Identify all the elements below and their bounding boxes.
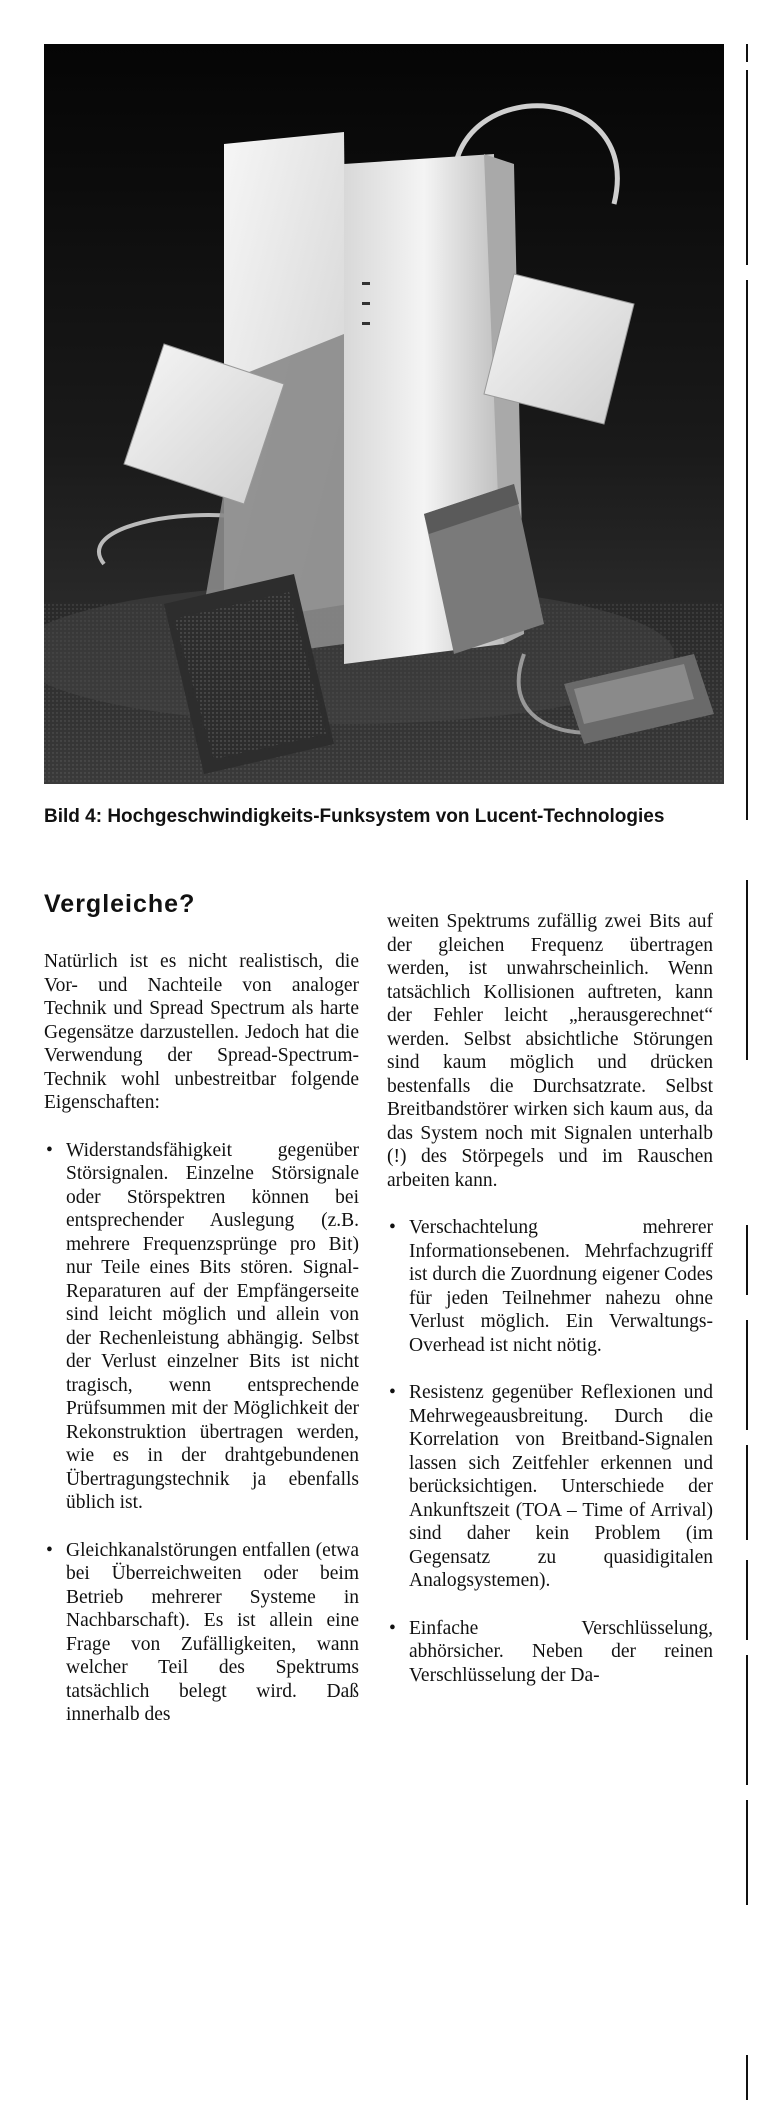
list-item-text: Gleichkanalstörungen entfallen (etwa bei Überreichweiten oder beim Betrieb mehrerer Systeme in Nachbarschaft). Es ist allein eine Frage von Zufälligkeiten, wann welcher Teil des Spektrums tatsächlich belegt wird. Daß innerhalb des <box>66 1539 359 1725</box>
list-item <box>387 1381 713 1593</box>
list-item <box>387 1617 713 1688</box>
margin-bar <box>746 280 748 820</box>
margin-bar <box>746 1225 748 1295</box>
bullet-glyph: • <box>389 1617 396 1639</box>
list-item-text: Widerstandsfähigkeit gegenüber Störsignalen. Einzelne Störsignale oder Störspektren können bei entsprechender Auslegung (z.B. mehrere Frequenzsprünge pro Bit) nur Teile eines Bits stören. Signal-Reparaturen auf der Empfängerseite sind leicht möglich und allein von der Rechenleistung abhängig. Selbst der Verlust einzelner Bits ist nicht tragisch, wenn entsprechende Prüfsummen mit der Möglichkeit der Rekonstruktion übertragen werden, wie es in der drahtgebundenen Übertragungstechnik ja ebenfalls üblich ist. <box>66 1139 359 1513</box>
text-column-right <box>387 910 713 1687</box>
section-heading: Vergleiche? <box>44 890 196 918</box>
margin-bar <box>746 1320 748 1430</box>
bullet-list-right <box>387 1216 713 1687</box>
list-item <box>44 1139 359 1515</box>
margin-bar <box>746 1560 748 1640</box>
bullet-glyph: • <box>389 1217 396 1238</box>
list-item-text: Einfache Verschlüsselung, abhörsicher. Neben der reinen Verschlüsselung der Da- <box>409 1617 713 1686</box>
margin-bar <box>746 880 748 1060</box>
text-column-left <box>44 950 359 1727</box>
margin-bar <box>746 1655 748 1785</box>
list-item <box>387 1216 713 1357</box>
bullet-list-left <box>44 1139 359 1727</box>
continuation-paragraph: weiten Spektrums zufällig zwei Bits auf der gleichen Frequenz übertragen werden, ist unwahrscheinlich. Wenn tatsächlich Kollisionen auftreten, kann der Fehler leicht „herausgerechnet“ werden. Selbst absichtliche Störungen sind kaum möglich und drücken bestenfalls die Durchsatzrate. Selbst Breitbandstörer wirken sich kaum aus, da das System noch mit Signalen unterhalb (!) des Störpegels und im Rauschen arbeiten kann. <box>387 911 713 1191</box>
bullet-glyph: • <box>46 1139 53 1161</box>
margin-bar <box>746 1445 748 1540</box>
list-item-text: Resistenz gegenüber Reflexionen und Mehrwegeausbreitung. Durch die Korrelation von Breitband-Signalen lassen sich Zeitfehler erkennen und berücksichtigen. Unterschiede der Ankunftszeit (TOA – Time of Arrival) sind daher kein Problem (im Gegensatz zu quasidigitalen Analogsystemen). <box>409 1382 713 1591</box>
margin-bar <box>746 1800 748 1905</box>
intro-paragraph: Natürlich ist es nicht realistisch, die Vor- und Nachteile von analoger Technik und Spread Spectrum als harte Gegensätze darzustellen. Jedoch hat die Verwendung der Spread-Spectrum-Technik wohl unbestreitbar folgende Eigenschaften: <box>44 951 359 1113</box>
margin-bar <box>746 44 748 62</box>
bullet-glyph: • <box>389 1382 396 1403</box>
list-item-text: Verschachtelung mehrerer Informationsebenen. Mehrfachzugriff ist durch die Zuordnung eigener Codes für jeden Teilnehmer nahezu ohne Verlust möglich. Ein Verwaltungs-Overhead ist nicht nötig. <box>409 1217 713 1356</box>
bullet-glyph: • <box>46 1539 53 1561</box>
margin-bar <box>746 2055 748 2100</box>
product-photo <box>44 44 724 784</box>
list-item <box>44 1539 359 1727</box>
figure-caption: Bild 4: Hochgeschwindigkeits-Funksystem von Lucent-Technologies <box>44 806 665 827</box>
margin-bar <box>746 70 748 265</box>
